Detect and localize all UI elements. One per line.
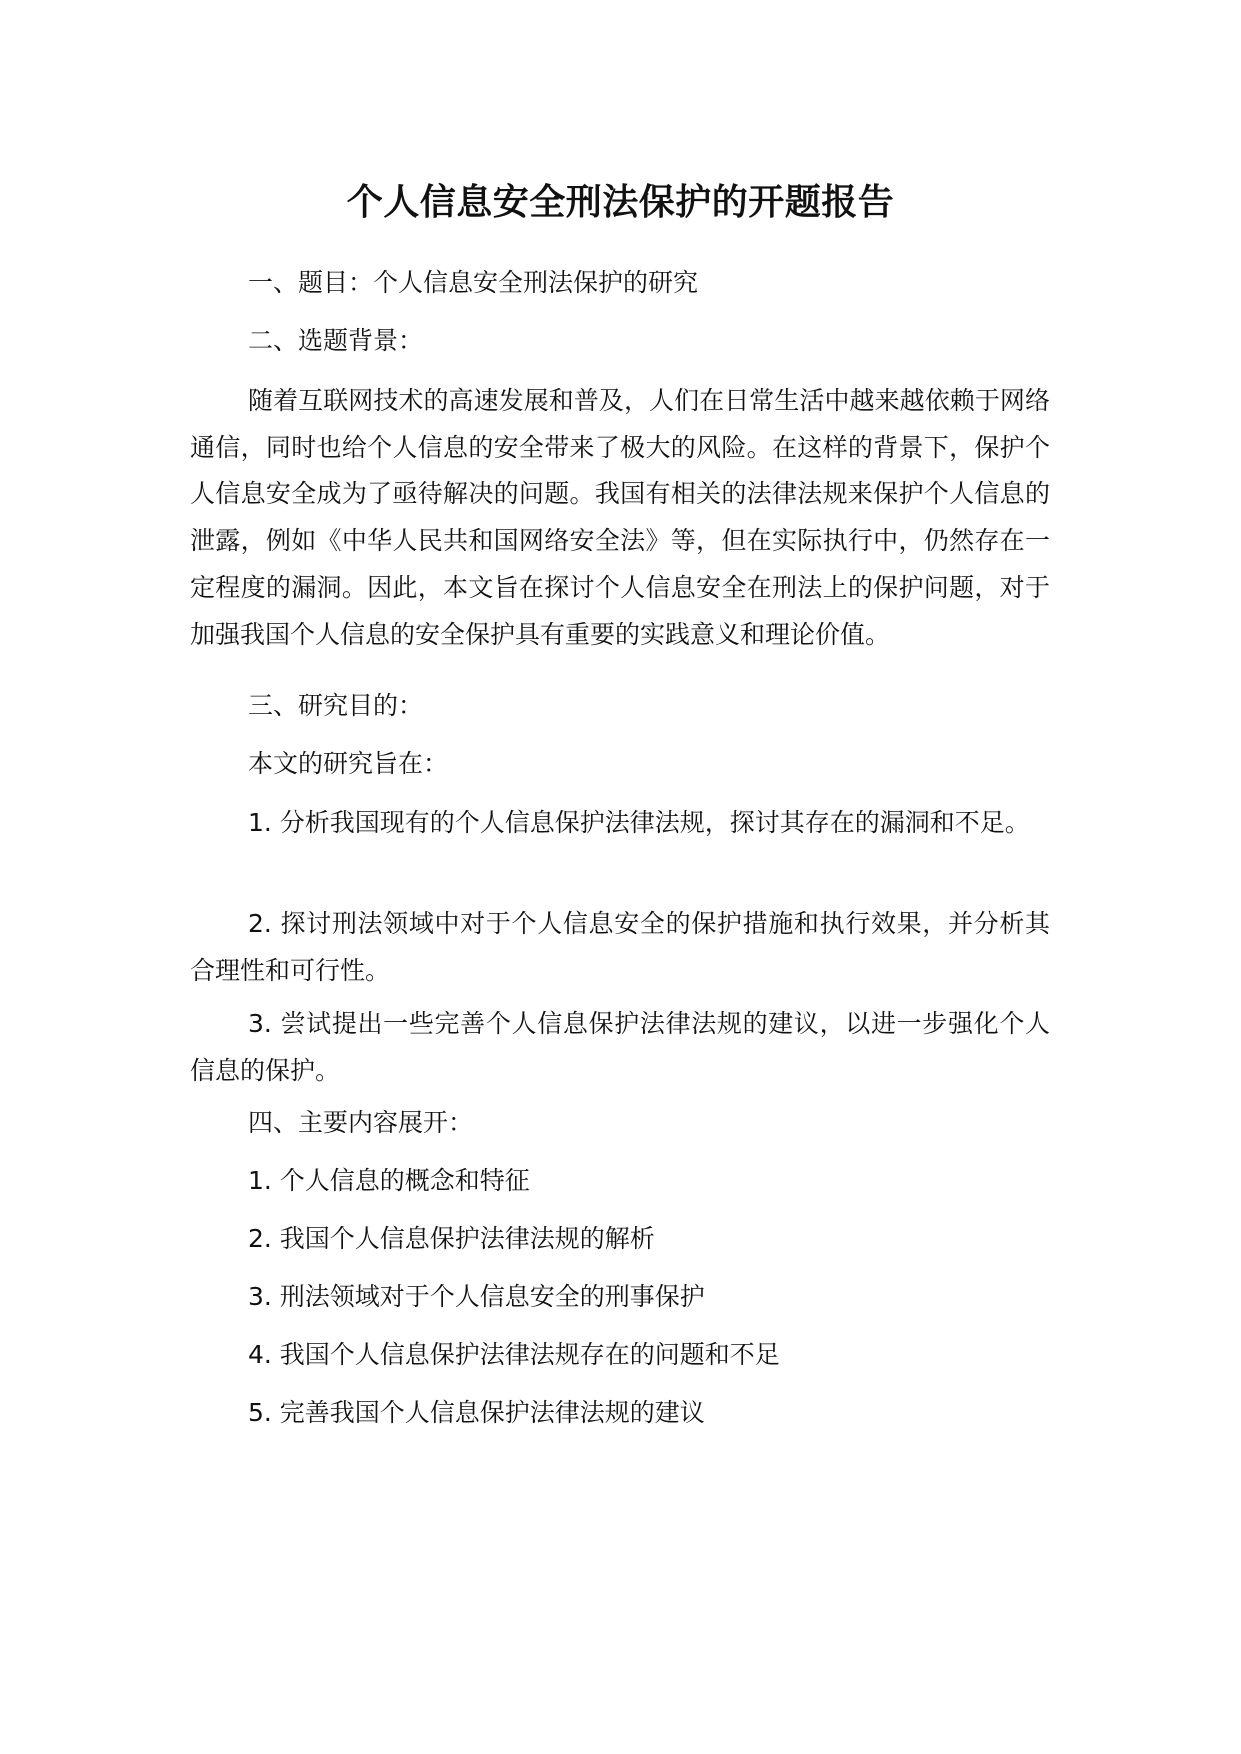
section-topic: 一、题目：个人信息安全刑法保护的研究 — [248, 268, 699, 297]
content-item-3: 3. 刑法领域对于个人信息安全的刑事保护 — [248, 1282, 705, 1311]
purpose-item-3: 3. 尝试提出一些完善个人信息保护法律法规的建议，以进一步强化个人信息的保护。 — [190, 1009, 1050, 1085]
section-background-heading: 二、选题背景： — [248, 326, 424, 355]
section-purpose-heading: 三、研究目的： — [248, 691, 424, 720]
section-contents-heading: 四、主要内容展开： — [248, 1108, 474, 1137]
purpose-item-1: 1. 分析我国现有的个人信息保护法律法规，探讨其存在的漏洞和不足。 — [248, 808, 1030, 837]
content-item-4: 4. 我国个人信息保护法律法规存在的问题和不足 — [248, 1340, 780, 1369]
content-item-2: 2. 我国个人信息保护法律法规的解析 — [248, 1224, 655, 1253]
document-title: 个人信息安全刑法保护的开题报告 — [346, 182, 895, 223]
content-item-5: 5. 完善我国个人信息保护法律法规的建议 — [248, 1398, 705, 1427]
purpose-intro: 本文的研究旨在： — [248, 749, 449, 778]
purpose-item-2: 2. 探讨刑法领域中对于个人信息安全的保护措施和执行效果，并分析其合理性和可行性。 — [190, 909, 1050, 985]
background-paragraph: 随着互联网技术的高速发展和普及，人们在日常生活中越来越依赖于网络通信，同时也给个人信息的安全带来了极大的风险。在这样的背景下，保护个人信息安全成为了亟待解决的问题。我国有相关的法律法规来保护个人信息的泄露，例如《中华人民共和国网络安全法》等，但在实际执行中，仍然存在一定程度的漏洞。因此，本文旨在探讨个人信息安全在刑法上的保护问题，对于加强我国个人信息的安全保护具有重要的实践意义和理论价值。 — [190, 386, 1050, 649]
content-item-1: 1. 个人信息的概念和特征 — [248, 1166, 530, 1195]
